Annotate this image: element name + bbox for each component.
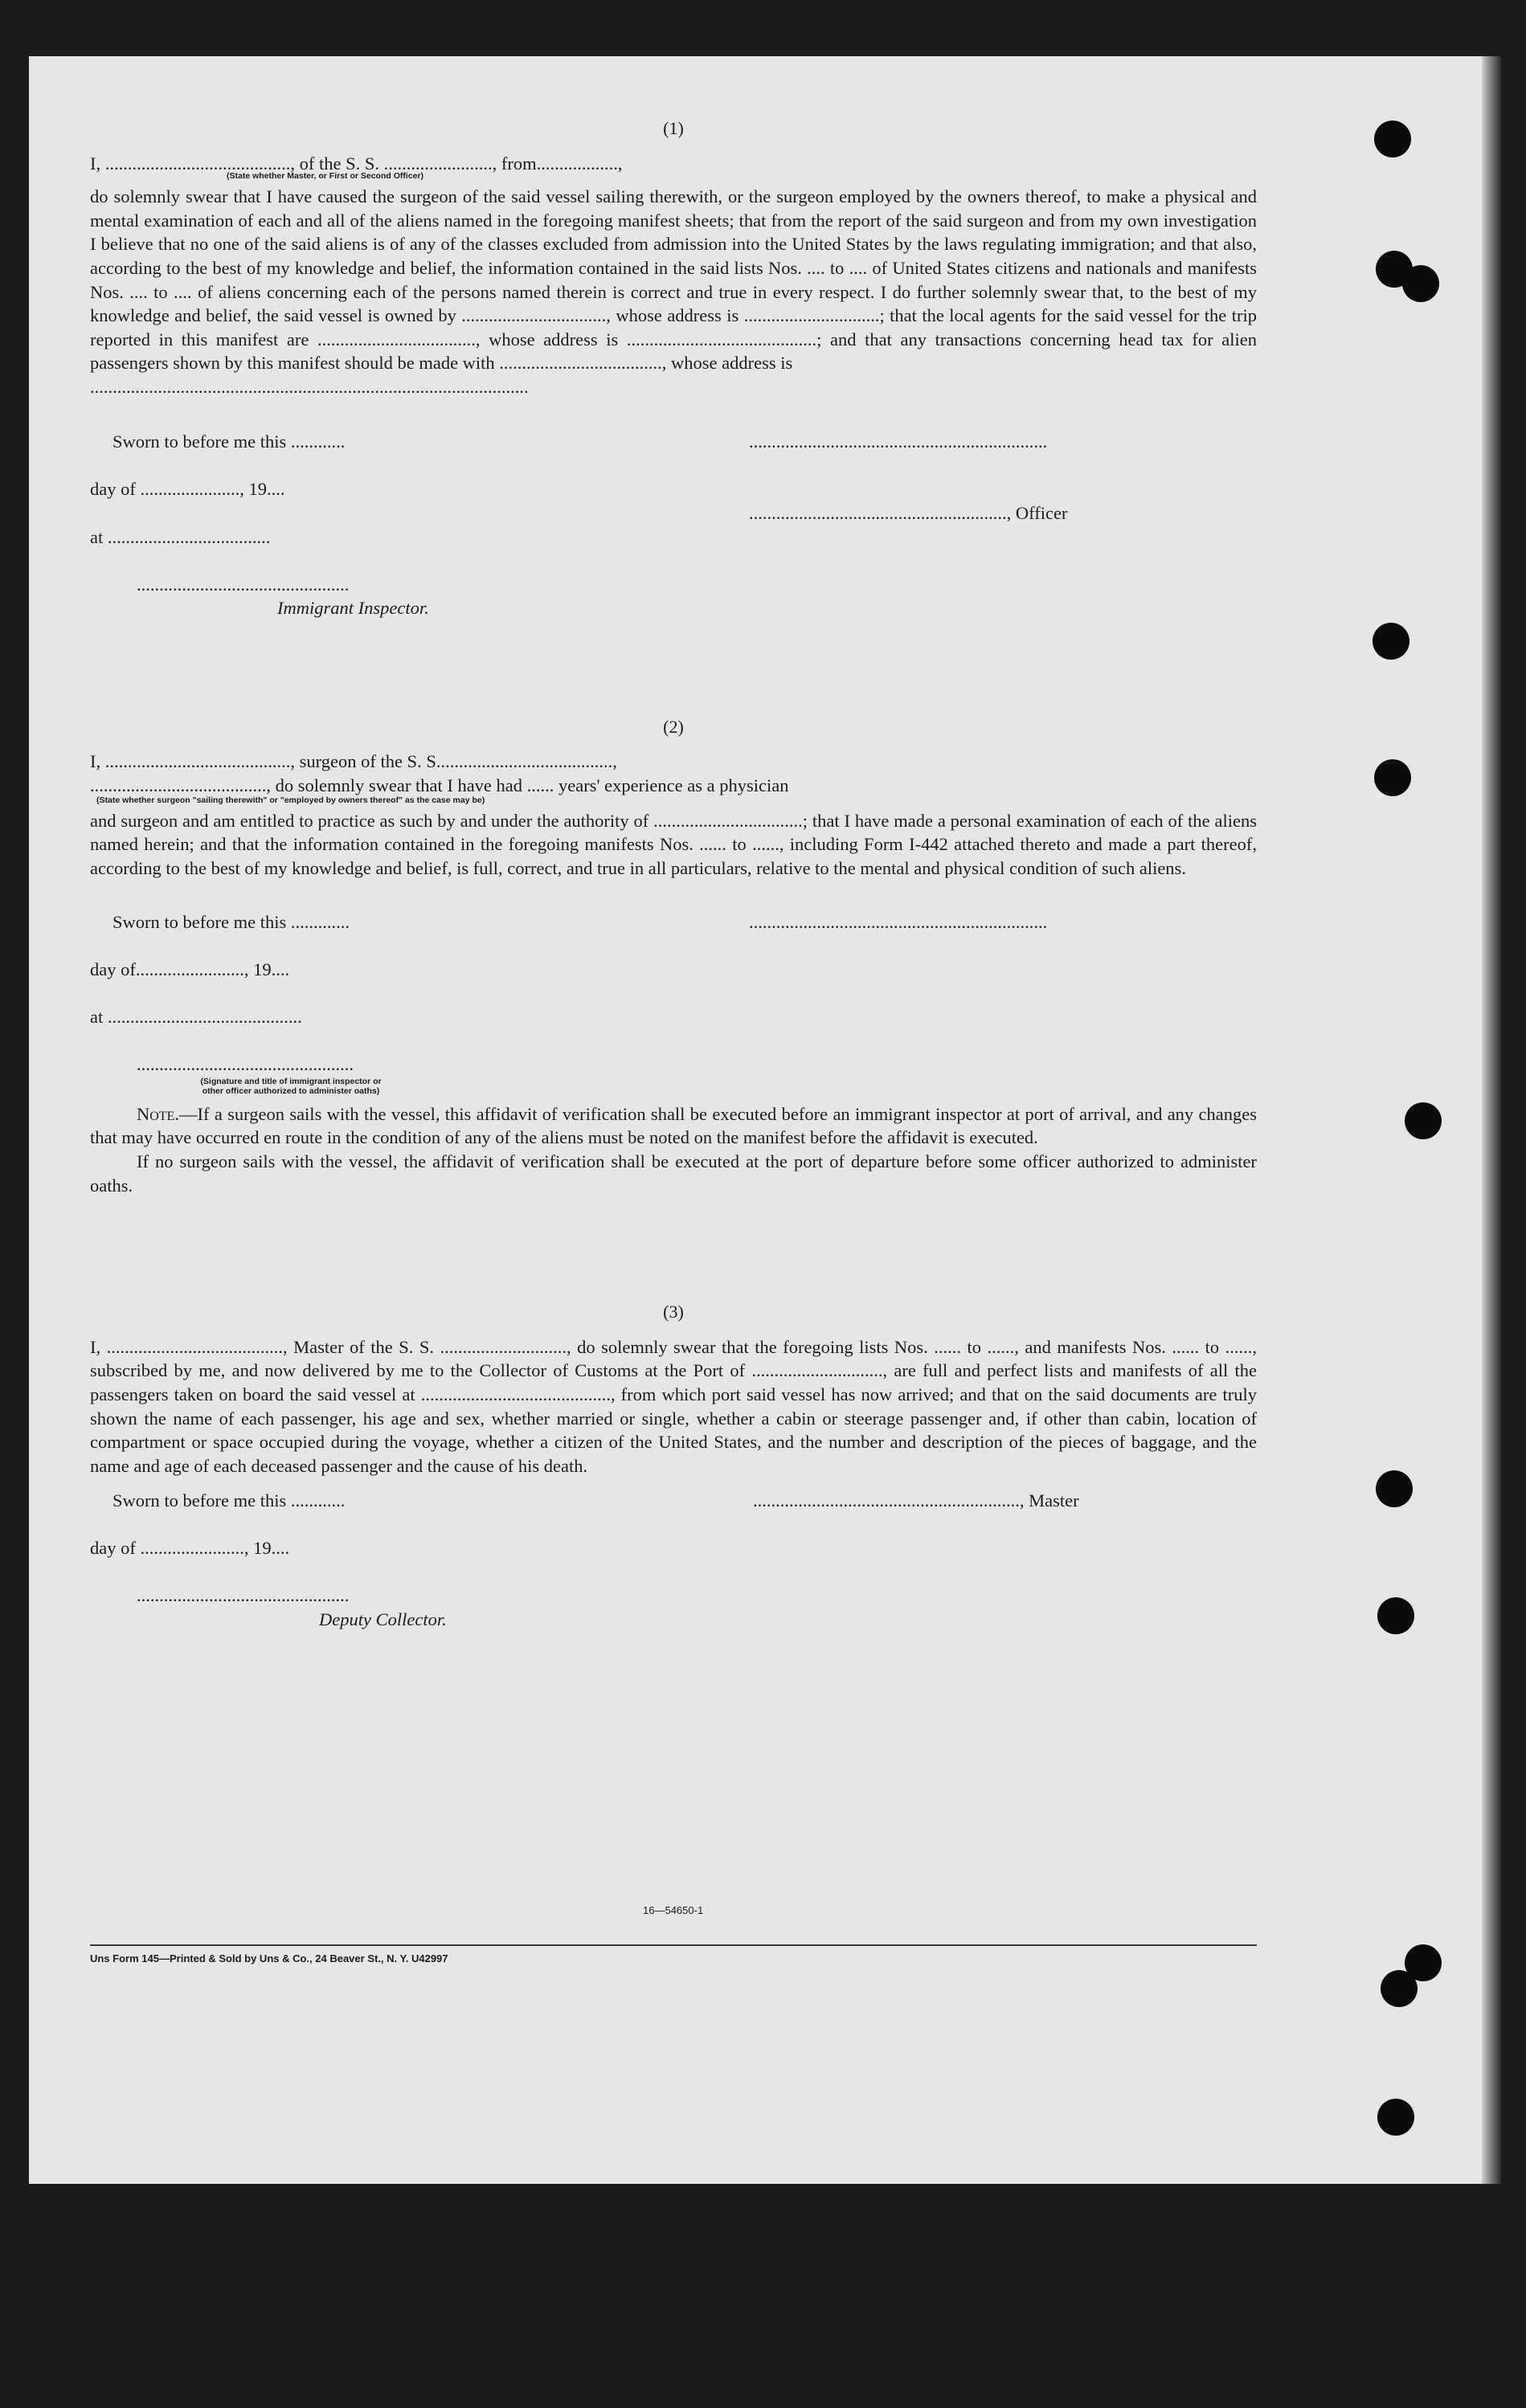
section-2-at-row [90, 1005, 1257, 1053]
note-text: —If a surgeon sails with the vessel, this affidavit of verification shall be executed before an immigrant inspector at port of arrival, and any changes that may have occurred en route in the condition of any of the aliens must be noted on the manifest before the affidavit is executed. [90, 1103, 1257, 1148]
form-number: 16—54650-1 [643, 1904, 704, 1916]
section-1-paragraph: do solemnly swear that I have caused the surgeon of the said vessel sailing therewith, or the surgeon employed by the owners thereof, to make a physical and mental examination of each and all of the aliens named in the foregoing manifest sheets; that from the report of the said surgeon and from my own investigation I believe that no one of the said aliens is of any of the classes excluded from admission into the United States by the laws regulating immigration; and that also, according to the best of my knowledge and belief, the information contained in the said lists Nos. .... to .... of United States citizens and nationals and manifests Nos. .... to .... of aliens concerning each of the persons named therein is correct and true in every respect. I do further solemnly swear that, to the best of my knowledge and belief, the said vessel is owned by ................................, whose address is ..............................; that the local agents for the said vessel for the trip reported in this manifest are ..................................., whose address is ..........................................; and that any transactions concerning head tax for alien passengers shown by this manifest should be made with ...................................., whose address is [90, 186, 1257, 374]
section-2-number: (2) [663, 716, 684, 737]
punch-hole [1377, 1597, 1414, 1634]
punch-hole [1381, 1970, 1418, 2007]
note-paragraph [90, 1102, 1257, 1150]
section-2-caption: (State whether surgeon "sailing therewith" or "employed by owners thereof" as the case may be) [96, 795, 485, 805]
section-3-day-row [90, 1536, 1257, 1584]
at-label: at .................................... [90, 526, 271, 547]
at-label: at ........................................... [90, 1007, 302, 1028]
affidavit-content [90, 117, 1257, 1632]
section-2-day-row [90, 958, 1257, 1005]
section-3-sworn-row [90, 1489, 1257, 1536]
day-label: day of........................, 19.... [90, 959, 290, 980]
section-3-paragraph: I, ......................................., Master of the S. S. ............................, do solemnly swear that the foregoing lists Nos. ...... to ......, and manifests Nos. ...... to ......, subscribed by me, and now delivered by me to the Collector of Customs at the Port of ............................., are full and perfect lists and manifests of all the passengers taken on board the said vessel at .........................................., from which port said vessel has now arrived; and that on the said documents are truly shown the name of each passenger, his age and sex, whether married or single, whether a cabin or steerage passenger and, if other than cabin, location of compartment or space occupied during the voyage, whether a citizen of the United States, and the number and description of the pieces of baggage, and the name and age of each deceased passenger and the cause of his death. [90, 1336, 1257, 1476]
deputy-signature-line: ............................................... [137, 1585, 350, 1606]
immigrant-inspector-title: Immigrant Inspector. [277, 598, 429, 619]
punch-hole [1405, 1102, 1442, 1139]
section-1-number: (1) [663, 118, 684, 138]
master-signature: ..........................................................., Master [753, 1490, 1079, 1511]
note-label: Note. [137, 1103, 179, 1124]
section-2-signature-dots: ................................................ [137, 1054, 354, 1075]
sworn-label: Sworn to before me this ............ [113, 1490, 346, 1511]
signature-caption-line-1: (Signature and title of immigrant inspector or [200, 1076, 382, 1086]
section-2-opening-line: I, ........................................., surgeon of the S. S......................................., [90, 751, 617, 772]
punch-hole [1374, 121, 1411, 157]
section-2-second-line: ......................................., do solemnly swear that I have had ...... years' experience as a physician [90, 775, 789, 795]
section-1-opening-line: I, ........................................., of the S. S. ........................, from.................., [90, 153, 623, 174]
section-1-day-row [90, 477, 1257, 501]
day-label: day of ......................, 19.... [90, 478, 285, 499]
printer-footer: Uns Form 145—Printed & Sold by Uns & Co., 24 Beaver St., N. Y. U42997 [90, 1952, 448, 1964]
signature-caption-line-2: other officer authorized to administer oaths) [202, 1085, 380, 1096]
section-1-sworn-row [90, 430, 1257, 477]
inspector-signature-line: ............................................... [137, 574, 350, 595]
punch-hole [1373, 623, 1409, 660]
page-edge [1482, 56, 1501, 2184]
officer-signature: ........................................................., Officer [749, 502, 1068, 523]
punch-hole [1402, 265, 1439, 302]
section-1-officer-row [90, 501, 1257, 525]
footer-divider [90, 1944, 1257, 1946]
section-1-trailing-dots: ................................................................................................. [90, 376, 529, 397]
signature-line: .................................................................. [749, 912, 1048, 933]
section-2-paragraph: and surgeon and am entitled to practice as such by and under the authority of .................................; that I have made a personal examination of each of the aliens named herein; and that the information contained in the foregoing manifests Nos. ...... to ......, including Form I-442 attached thereto and made a part thereof, according to the best of my knowledge and belief, is full, correct, and true in all particulars, relative to the mental and physical condition of such aliens. [90, 810, 1257, 878]
sworn-label: Sworn to before me this ............ [113, 431, 346, 452]
signature-line: .................................................................. [749, 431, 1048, 452]
note-paragraph-2: If no surgeon sails with the vessel, the affidavit of verification shall be executed at the port of departure before some officer authorized to administer oaths. [90, 1151, 1257, 1196]
deputy-collector-title: Deputy Collector. [319, 1609, 447, 1629]
day-label: day of ......................., 19.... [90, 1538, 290, 1559]
punch-hole [1374, 759, 1411, 796]
sworn-label: Sworn to before me this ............. [113, 912, 350, 933]
punch-hole [1377, 2099, 1414, 2136]
section-1-at-row [90, 525, 1257, 573]
section-3-number: (3) [663, 1302, 684, 1323]
punch-hole [1376, 1470, 1413, 1507]
section-1-caption: (State whether Master, or First or Second Officer) [227, 171, 424, 182]
section-2-sworn-row [90, 910, 1257, 958]
